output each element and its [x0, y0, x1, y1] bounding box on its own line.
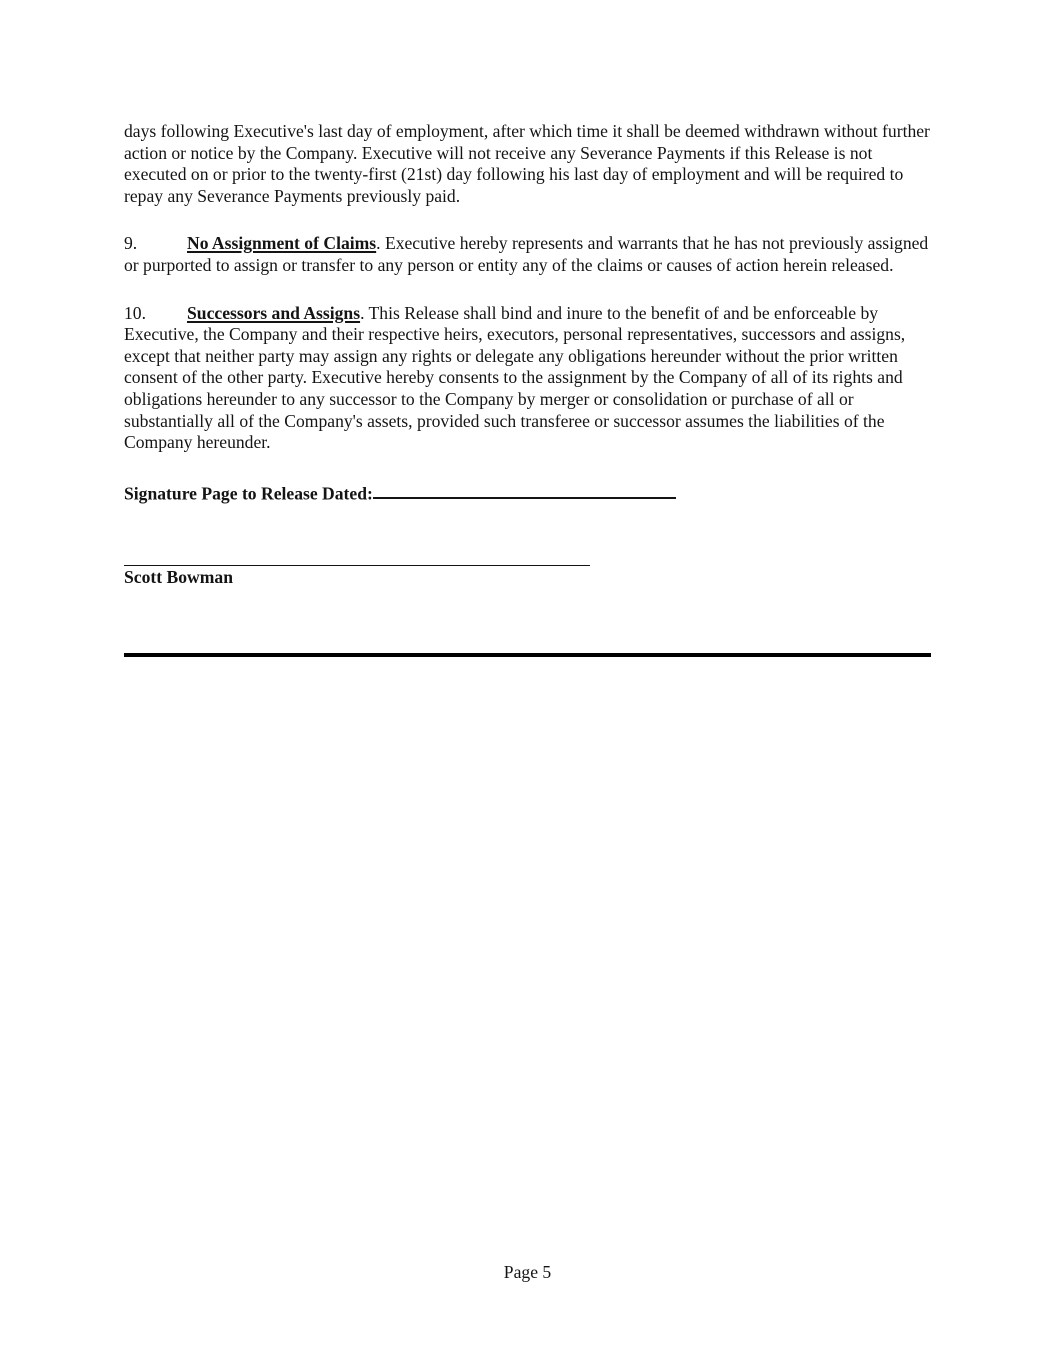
section-9-body: . Executive hereby represents and warrants that he has not previously assigned or purported to assign or transfer to any person or entity any of the claims or causes of action herein released. — [124, 233, 929, 275]
section-9-paragraph — [124, 233, 931, 276]
document-body — [124, 121, 931, 657]
page-number-footer: Page 5 — [503, 1262, 552, 1282]
section-9-number: 9. — [124, 233, 138, 254]
release-date-blank-line — [373, 480, 676, 500]
section-10-number: 10. — [124, 302, 146, 323]
horizontal-rule — [124, 653, 931, 658]
section-9-heading: No Assignment of Claims — [187, 233, 377, 254]
intro-paragraph — [124, 121, 931, 207]
signatory-name: Scott Bowman — [124, 566, 233, 587]
section-10-body: . This Release shall bind and inure to the benefit of and be enforceable by Executive, the Company and their respective heirs, executors, personal representatives, successors and assigns, except that neither party may assign any rights or delegate any obligations hereunder without the prior written consent of the other party. Executive hereby consents to the assignment by the Company of all of its rights and obligations hereunder to any successor to the Company by merger or consolidation or purchase of all or substantially all of the Company's assets, provided such transferee or successor assumes the liabilities of the Company hereunder. — [124, 302, 906, 453]
signature-page-label-row — [124, 480, 931, 505]
section-10-paragraph — [124, 303, 931, 454]
signature-block — [124, 565, 931, 589]
signature-blank-line — [124, 565, 590, 566]
section-10-heading: Successors and Assigns — [187, 302, 361, 323]
intro-paragraph-text: days following Executive's last day of employment, after which time it shall be deemed withdrawn without further action or notice by the Company. Executive will not receive any Severance Payments if this Release is not executed on or prior to the twenty-first (21st) day following his last day of employment and will be required to repay any Severance Payments previously paid. — [124, 121, 930, 206]
signature-page-label: Signature Page to Release Dated: — [124, 483, 373, 504]
